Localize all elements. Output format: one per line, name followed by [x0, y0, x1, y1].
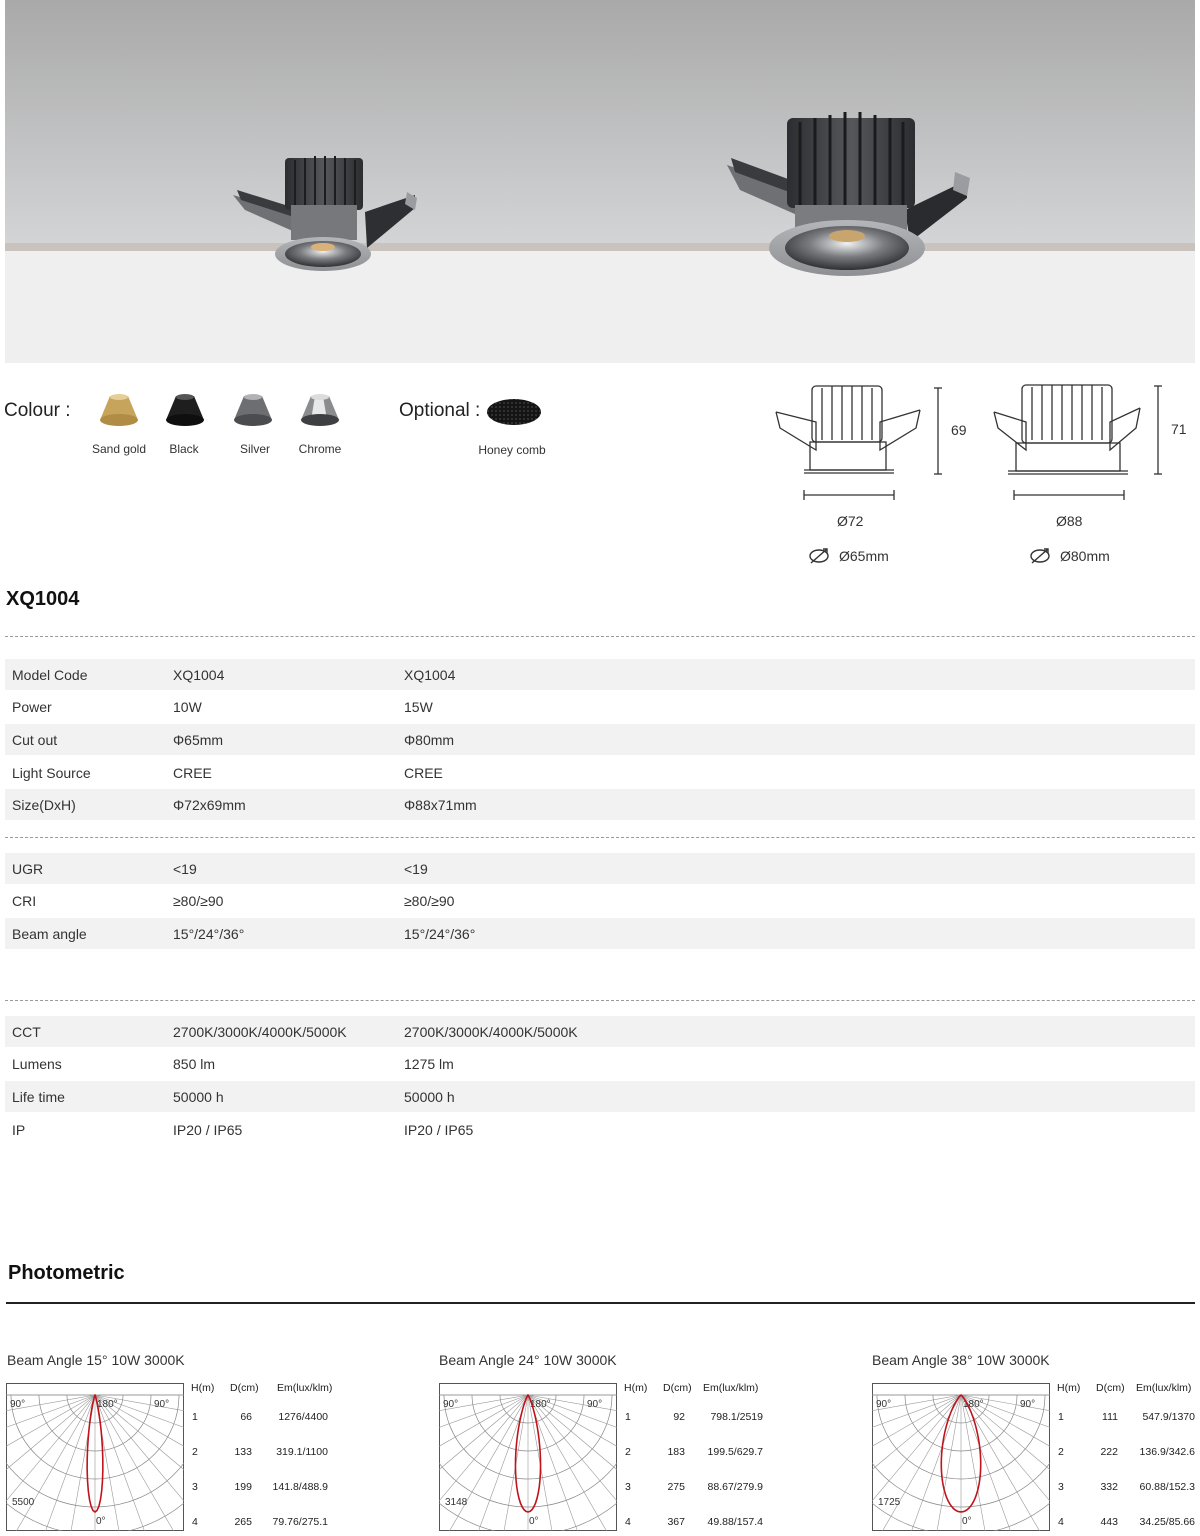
- spec-value: <19: [404, 861, 428, 877]
- col-header-d: D(cm): [1096, 1382, 1125, 1394]
- row-h: 4: [1058, 1516, 1064, 1528]
- beam-title: Beam Angle 24° 10W 3000K: [439, 1352, 617, 1368]
- spec-value: Φ80mm: [404, 732, 455, 748]
- spec-row: [5, 757, 1195, 788]
- silver-swatch-icon: [230, 392, 276, 428]
- large-height-label: 71: [1171, 421, 1187, 437]
- spec-value: 850 lm: [173, 1056, 216, 1072]
- spec-value: XQ1004: [173, 667, 225, 683]
- swatch-name-silver: Silver: [239, 442, 270, 456]
- small-diameter-label: Ø72: [837, 513, 864, 529]
- polar-label-right: 90°: [587, 1399, 603, 1410]
- row-em: 199.5/629.7: [707, 1446, 763, 1458]
- spec-row: [5, 1016, 1195, 1047]
- beam-title: Beam Angle 38° 10W 3000K: [872, 1352, 1050, 1368]
- row-d: 332: [1100, 1481, 1118, 1493]
- colour-label: Colour :: [4, 400, 71, 421]
- spec-value: ≥80/≥90: [404, 893, 455, 909]
- row-em: 49.88/157.4: [707, 1516, 763, 1528]
- photometric-title: Photometric: [8, 1262, 125, 1284]
- downlight-illustration: [5, 0, 1195, 363]
- row-d: 199: [234, 1481, 252, 1493]
- row-h: 3: [1058, 1481, 1064, 1493]
- spec-label: Beam angle: [12, 926, 87, 942]
- row-h: 4: [625, 1516, 631, 1528]
- col-header-d: D(cm): [230, 1382, 259, 1394]
- cutout-icon: [1028, 546, 1054, 566]
- spec-value: Φ65mm: [173, 732, 224, 748]
- spec-row: [5, 1048, 1195, 1079]
- small-height-label: 69: [951, 422, 967, 438]
- honeycomb-icon: [486, 397, 542, 427]
- row-em: 798.1/2519: [710, 1411, 763, 1423]
- polar-diagram: [872, 1383, 1050, 1531]
- spec-value: 1275 lm: [404, 1056, 454, 1072]
- product-render: [5, 0, 1195, 363]
- spec-value: 50000 h: [173, 1089, 224, 1105]
- swatch-name-chrome: Chrome: [298, 442, 342, 456]
- polar-label-top: 180°: [97, 1399, 118, 1410]
- spec-row: [5, 853, 1195, 884]
- polar-scale-label: 1725: [878, 1497, 901, 1508]
- spec-value: 10W: [173, 699, 202, 715]
- spec-row: [5, 1081, 1195, 1112]
- row-h: 1: [1058, 1411, 1064, 1423]
- spec-label: CCT: [12, 1024, 41, 1040]
- divider: [5, 636, 1195, 637]
- col-header-h: H(m): [624, 1382, 648, 1394]
- polar-label-top: 180°: [530, 1399, 551, 1410]
- row-d: 183: [667, 1446, 685, 1458]
- photometric-table: [624, 1382, 769, 1532]
- row-d: 66: [240, 1411, 252, 1423]
- spec-row: [5, 724, 1195, 755]
- row-em: 136.9/342.6: [1139, 1446, 1195, 1458]
- sand-gold-swatch-icon: [96, 392, 142, 428]
- small-cutout-label: Ø65mm: [839, 548, 889, 564]
- row-h: 1: [625, 1411, 631, 1423]
- row-h: 4: [192, 1516, 198, 1528]
- row-d: 367: [667, 1516, 685, 1528]
- row-h: 3: [192, 1481, 198, 1493]
- row-em: 88.67/279.9: [707, 1481, 763, 1493]
- spec-value: CREE: [173, 765, 212, 781]
- col-header-em: Em(lux/klm): [703, 1382, 759, 1394]
- polar-scale-label: 5500: [12, 1497, 35, 1508]
- row-em: 60.88/152.3: [1139, 1481, 1195, 1493]
- row-em: 141.8/488.9: [272, 1481, 328, 1493]
- spec-value: Φ72x69mm: [173, 797, 246, 813]
- chrome-swatch-icon: [297, 392, 343, 428]
- photometric-divider: [6, 1302, 1195, 1304]
- large-diameter-label: Ø88: [1056, 513, 1083, 529]
- spec-row: [5, 1114, 1195, 1145]
- spec-label: Size(DxH): [12, 797, 76, 813]
- spec-value: 50000 h: [404, 1089, 455, 1105]
- row-h: 2: [1058, 1446, 1064, 1458]
- col-header-d: D(cm): [663, 1382, 692, 1394]
- optional-label: Optional :: [399, 400, 481, 421]
- spec-label: Light Source: [12, 765, 91, 781]
- spec-value: IP20 / IP65: [404, 1122, 474, 1138]
- polar-label-right: 90°: [1020, 1399, 1036, 1410]
- dimension-drawing-small: [770, 380, 980, 505]
- divider: [5, 1000, 1195, 1001]
- row-em: 79.76/275.1: [272, 1516, 328, 1528]
- photometric-table: [191, 1382, 336, 1532]
- spec-row: [5, 885, 1195, 916]
- row-d: 443: [1100, 1516, 1118, 1528]
- black-swatch-icon: [162, 392, 208, 428]
- photometric-table: [1057, 1382, 1197, 1532]
- spec-row: [5, 659, 1195, 690]
- large-downlight: [727, 112, 970, 276]
- row-em: 1276/4400: [278, 1411, 328, 1423]
- spec-label: UGR: [12, 861, 44, 877]
- row-d: 275: [667, 1481, 685, 1493]
- polar-label-left: 90°: [10, 1399, 26, 1410]
- spec-label: Model Code: [12, 667, 88, 683]
- spec-value: 15°/24°/36°: [173, 926, 245, 942]
- spec-label: IP: [12, 1122, 26, 1138]
- model-title: XQ1004: [6, 588, 80, 610]
- polar-label-right: 90°: [154, 1399, 170, 1410]
- spec-value: Φ88x71mm: [404, 797, 477, 813]
- polar-diagram: [439, 1383, 617, 1531]
- swatch-name-black: Black: [169, 442, 199, 456]
- row-h: 2: [625, 1446, 631, 1458]
- spec-row: [5, 789, 1195, 820]
- spec-label: Cut out: [12, 732, 58, 748]
- polar-label-top: 180°: [963, 1399, 984, 1410]
- spec-row: [5, 691, 1195, 722]
- row-h: 2: [192, 1446, 198, 1458]
- beam-title: Beam Angle 15° 10W 3000K: [7, 1352, 185, 1368]
- spec-value: 2700K/3000K/4000K/5000K: [173, 1024, 347, 1040]
- dimension-drawing-large: [990, 380, 1200, 505]
- row-h: 1: [192, 1411, 198, 1423]
- polar-label-bottom: 0°: [96, 1516, 106, 1527]
- spec-value: 15°/24°/36°: [404, 926, 476, 942]
- row-d: 133: [234, 1446, 252, 1458]
- row-em: 34.25/85.66: [1139, 1516, 1195, 1528]
- spec-value: 2700K/3000K/4000K/5000K: [404, 1024, 578, 1040]
- spec-label: Life time: [12, 1089, 65, 1105]
- spec-value: XQ1004: [404, 667, 456, 683]
- spec-value: 15W: [404, 699, 433, 715]
- polar-label-bottom: 0°: [529, 1516, 539, 1527]
- row-em: 547.9/1370: [1142, 1411, 1195, 1423]
- row-d: 265: [234, 1516, 252, 1528]
- row-d: 92: [673, 1411, 685, 1423]
- large-cutout-label: Ø80mm: [1060, 548, 1110, 564]
- small-downlight: [233, 156, 417, 271]
- polar-diagram: [6, 1383, 184, 1531]
- row-em: 319.1/1100: [276, 1446, 328, 1458]
- spec-value: CREE: [404, 765, 443, 781]
- divider: [5, 837, 1195, 838]
- spec-label: Lumens: [12, 1056, 62, 1072]
- row-h: 3: [625, 1481, 631, 1493]
- row-d: 111: [1102, 1411, 1118, 1423]
- spec-value: <19: [173, 861, 197, 877]
- polar-label-left: 90°: [443, 1399, 459, 1410]
- cutout-icon: [807, 546, 833, 566]
- spec-label: Power: [12, 699, 52, 715]
- spec-label: CRI: [12, 893, 37, 909]
- polar-scale-label: 3148: [445, 1497, 468, 1508]
- spec-row: [5, 918, 1195, 949]
- swatch-name-sand-gold: Sand gold: [91, 442, 147, 456]
- col-header-h: H(m): [191, 1382, 215, 1394]
- col-header-h: H(m): [1057, 1382, 1081, 1394]
- spec-value: ≥80/≥90: [173, 893, 224, 909]
- col-header-em: Em(lux/klm): [1136, 1382, 1192, 1394]
- polar-label-left: 90°: [876, 1399, 892, 1410]
- row-d: 222: [1100, 1446, 1118, 1458]
- spec-value: IP20 / IP65: [173, 1122, 243, 1138]
- col-header-em: Em(lux/klm): [277, 1382, 333, 1394]
- honeycomb-label: Honey comb: [478, 443, 546, 457]
- polar-label-bottom: 0°: [962, 1516, 972, 1527]
